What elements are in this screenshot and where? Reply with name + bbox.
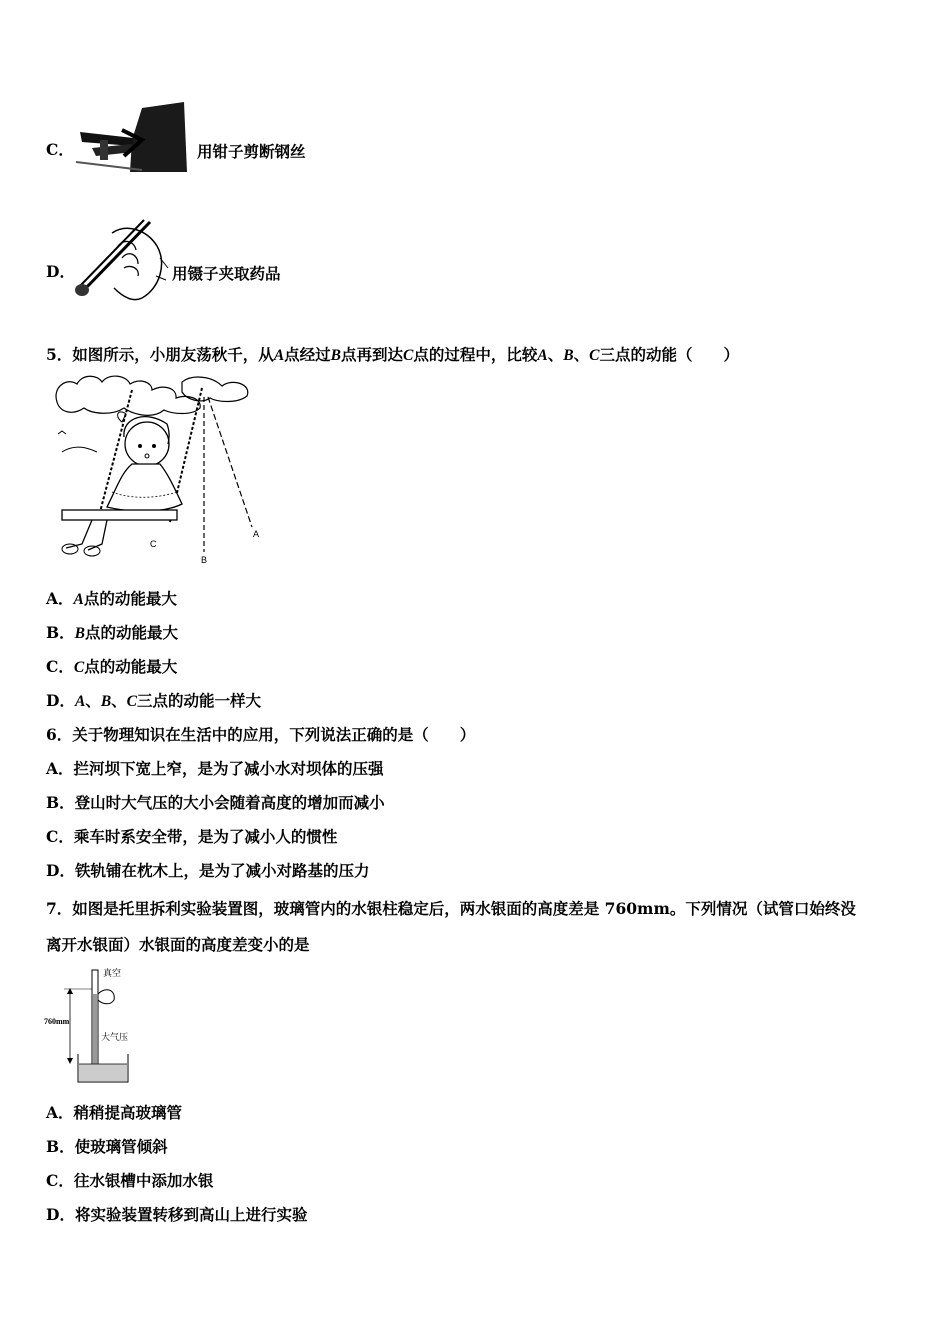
vacuum-label: 真空	[103, 969, 122, 979]
q6-option-d[interactable]: D．铁轨铺在枕木上，是为了减小对路基的压力	[46, 861, 370, 880]
q6-option-c[interactable]: C．乘车时系安全带，是为了减小人的惯性	[46, 827, 338, 846]
q5-option-d[interactable]: D．A、B、C三点的动能一样大	[46, 691, 262, 710]
q4-option-c[interactable]	[46, 140, 74, 160]
swing-label-c: C	[150, 539, 157, 549]
q4-option-d[interactable]	[46, 262, 75, 282]
q5-option-c[interactable]: C．C点的动能最大	[46, 657, 178, 676]
swing-label-b: B	[201, 555, 208, 565]
q6-option-a[interactable]: A．拦河坝下宽上窄，是为了减小水对坝体的压强	[46, 759, 384, 778]
q7-option-c[interactable]: C．往水银槽中添加水银	[46, 1171, 214, 1190]
swing-figure	[52, 372, 267, 567]
q7-stem-line2: 离开水银面）水银面的高度差变小的是	[46, 935, 310, 954]
pliers-icon	[72, 100, 190, 175]
q4-option-d-text: 用镊子夹取药品	[172, 264, 281, 283]
q6-stem: 6．关于物理知识在生活中的应用，下列说法正确的是（ ）	[46, 725, 476, 744]
q4-option-c-text: 用钳子剪断钢丝	[197, 142, 306, 161]
option-label: D．	[46, 262, 75, 281]
tweezers-hand-icon	[72, 218, 170, 303]
atm-label: 大气压	[101, 1033, 129, 1043]
q7-option-d[interactable]: D．将实验装置转移到高山上进行实验	[46, 1205, 308, 1224]
q7-stem-line1: 7．如图是托里拆利实验装置图，玻璃管内的水银柱稳定后，两水银面的高度差是 760mm。下列情况（试管口始终没	[46, 899, 856, 918]
q5-option-b[interactable]: B．B点的动能最大	[46, 623, 178, 642]
height-label: 760mm	[44, 1017, 70, 1026]
q5-stem: 5．如图所示，小朋友荡秋千，从A点经过B点再到达C点的过程中，比较A、B、C三点的动能（ ）	[46, 345, 739, 364]
torricelli-figure	[44, 964, 144, 1089]
q7-option-a[interactable]: A．稍稍提高玻璃管	[46, 1103, 183, 1122]
q6-option-b[interactable]: B．登山时大气压的大小会随着高度的增加而减小	[46, 793, 385, 812]
option-label: C．	[46, 140, 74, 159]
swing-label-a: A	[253, 529, 260, 539]
q5-option-a[interactable]: A．A点的动能最大	[46, 589, 177, 608]
q7-option-b[interactable]: B．使玻璃管倾斜	[46, 1137, 168, 1156]
